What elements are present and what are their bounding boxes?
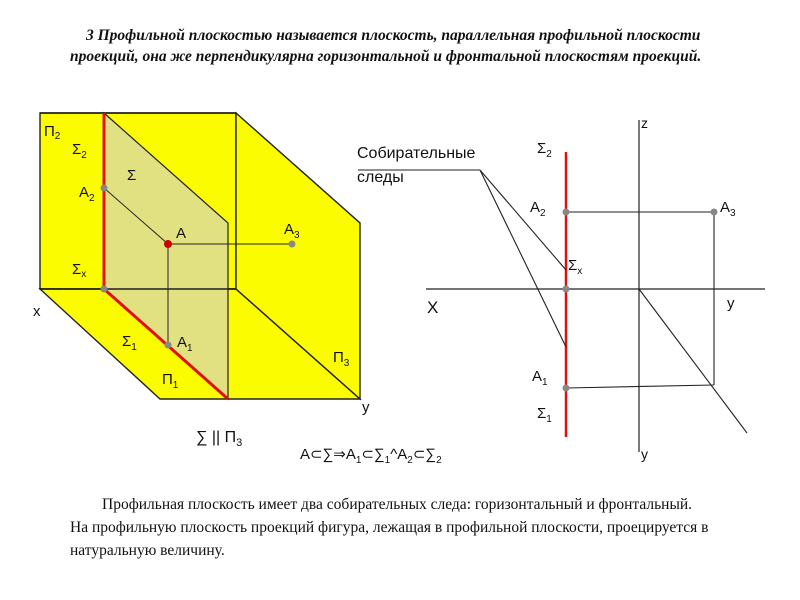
collective-leader-2: [480, 170, 566, 347]
label-a2: $A_2$: [79, 184, 95, 204]
label-a: A: [176, 225, 187, 242]
point-a1-right: [563, 385, 570, 392]
point-sigmax: [101, 286, 108, 293]
orthographic-view: [357, 115, 765, 462]
point-a2-right: [563, 209, 570, 216]
label-sigma2: $\Sigma_2$: [72, 141, 87, 161]
label-sigma2-right: $\Sigma_2$: [537, 140, 552, 160]
label-a3: $A_3$: [284, 221, 300, 241]
slide-title: 3 Профильной плоскостью называется плоскость, параллельная профильной плоскости проекций, она же перпендикулярна горизонтальной и фронтальной плоскостям проекций.: [70, 27, 702, 65]
label-sigma1-right: $\Sigma_1$: [537, 405, 552, 425]
formula-text: $A\subset\sum\Rightarrow A_1\subset\sum_1\^{}A_2\subset\sum_2$: [300, 446, 442, 466]
link-a1-right: [566, 385, 714, 388]
label-a3-right: $A_3$: [720, 199, 736, 219]
point-a3-right: [711, 209, 718, 216]
axonometric-view: [33, 113, 370, 416]
label-z: z: [641, 115, 648, 131]
label-y-bottom: y: [641, 446, 648, 462]
point-a3: [289, 241, 296, 248]
footer-text: Профильная плоскость имеет два собирательных следа: горизонтальный и фронтальный. На профильную плоскость проекций фигура, лежащая в профильной плоскости, проецируется в натуральную величину.: [70, 496, 709, 559]
label-pi2: $П_2$: [44, 123, 61, 142]
point-a: [164, 240, 172, 248]
label-sigmax-right: $\Sigma_x$: [568, 257, 583, 277]
relation-text: ∑ || $П_3$: [196, 429, 243, 449]
label-a1-right: $A_1$: [532, 368, 548, 388]
point-a1: [165, 342, 172, 349]
label-y-right: y: [727, 295, 735, 312]
label-x-left: x: [33, 303, 41, 320]
collective-label-line1: Собирательные: [357, 145, 476, 162]
label-a1: $A_1$: [177, 334, 193, 354]
label-x-right: X: [427, 298, 439, 317]
collective-label-line2: следы: [357, 169, 404, 186]
label-y-left: y: [362, 399, 370, 416]
label-sigma1: $\Sigma_1$: [122, 333, 137, 353]
label-sigma: Σ: [127, 167, 137, 184]
label-sigmax: $\Sigma_x$: [72, 261, 87, 280]
label-a2-right: $A_2$: [530, 199, 546, 219]
label-pi1: $П_1$: [162, 371, 179, 391]
label-pi3: $П_3$: [333, 349, 350, 369]
collective-leader-1: [480, 170, 566, 270]
point-sigmax-right: [563, 286, 570, 293]
point-a2: [101, 185, 108, 192]
